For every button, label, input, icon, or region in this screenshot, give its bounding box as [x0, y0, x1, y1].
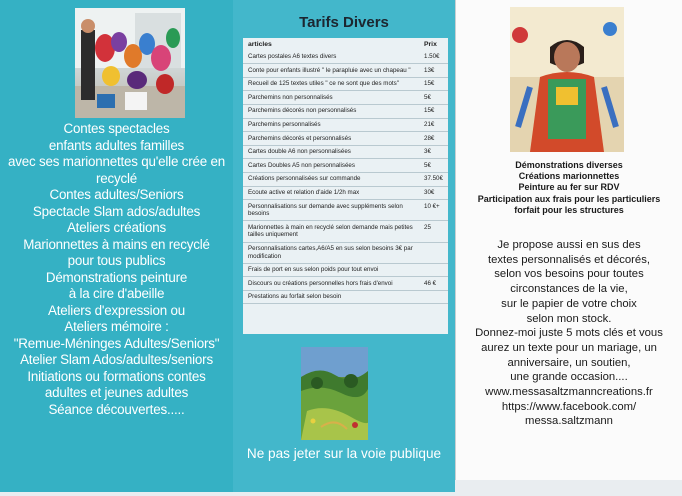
row-price: 5€	[424, 161, 431, 169]
table-row	[243, 91, 448, 105]
row-price: 30€	[424, 189, 435, 197]
service-line: Atelier Slam Ados/adultes/seniors	[20, 352, 213, 367]
table-row	[243, 105, 448, 119]
row-article: Cartes postales A6 textes divers	[248, 53, 337, 61]
demo-line: Participation aux frais pour les particuliers	[477, 193, 661, 204]
row-price: 37.50€	[424, 175, 443, 183]
demo-line: forfait pour les structures	[514, 204, 624, 215]
row-article: Discours ou créations personnelles hors frais d'envoi	[248, 279, 393, 287]
service-line: Contes adultes/Seniors	[49, 187, 184, 202]
service-line: à la cire d'abeille	[68, 286, 165, 301]
table-row	[243, 187, 448, 201]
puppets-photo	[75, 8, 185, 118]
row-price: 15€	[424, 80, 435, 88]
middle-panel	[233, 0, 455, 492]
service-line: enfants adultes familles	[48, 137, 185, 153]
table-row	[243, 221, 448, 242]
table-row	[243, 277, 448, 291]
row-article: Personnalisations cartes,A6/A5 en sus selon besoins 3€ par modification	[248, 245, 413, 260]
table-row	[243, 159, 448, 173]
artist-photo	[510, 7, 624, 152]
table-row	[243, 243, 448, 264]
service-line: pour tous publics	[67, 253, 166, 268]
service-line: Ateliers d'expression ou	[48, 302, 185, 318]
proposal-line: textes personnalisés et décorés,	[487, 253, 650, 266]
proposal-line: circonstances de la vie,	[510, 283, 628, 296]
proposal-line: selon mon stock.	[526, 312, 612, 325]
row-article: Cartes Doubles A5 non personnalisées	[248, 161, 355, 169]
header-articles: articles	[248, 40, 272, 48]
row-article: Prestations au forfait selon besoin	[248, 293, 342, 301]
table-row	[243, 64, 448, 78]
demo-line: Créations marionnettes	[518, 171, 620, 182]
table-row	[243, 119, 448, 133]
service-line: Contes spectacles	[63, 121, 170, 136]
facebook-link[interactable]: https://www.facebook.com/	[501, 400, 637, 413]
services-list	[4, 121, 229, 418]
facebook-handle[interactable]: messa.saltzmann	[525, 415, 613, 428]
proposal-line: sur le papier de votre choix	[501, 297, 637, 310]
demo-line: Démonstrations diverses	[515, 160, 623, 170]
row-article: Parchemins décorés et personnalisés	[248, 134, 352, 142]
proposal-line: Je propose aussi en sus des	[497, 239, 641, 251]
row-price: 28€	[424, 134, 435, 142]
row-price: 46 €	[424, 279, 437, 287]
service-line: Spectacle Slam ados/adultes	[32, 203, 201, 219]
left-panel	[0, 0, 233, 492]
header-price: Prix	[424, 40, 437, 48]
service-line: Séance découvertes.....	[48, 401, 185, 417]
service-line: avec ses marionnettes qu'elle crée en	[8, 154, 225, 169]
service-line: Initiations ou formations contes	[27, 368, 206, 384]
table-row	[243, 132, 448, 146]
row-price: 5€	[424, 93, 431, 101]
table-row	[243, 264, 448, 278]
service-line: Marionnettes à mains en recyclé	[23, 236, 210, 252]
row-price: 10 €+	[424, 202, 440, 210]
price-table-body	[243, 38, 448, 304]
page-title: Tarifs Divers	[299, 14, 389, 31]
service-line: Ateliers mémoire :	[64, 319, 169, 334]
proposal-line: aurez un texte pour un mariage, un	[481, 341, 657, 354]
row-price: 1.50€	[424, 53, 440, 61]
service-line: recyclé	[95, 170, 137, 186]
table-row	[243, 146, 448, 160]
landscape-painting	[301, 347, 368, 440]
service-line: Ateliers créations	[66, 220, 167, 235]
proposal-line: selon vos besoins pour toutes	[494, 268, 644, 281]
row-price: 21€	[424, 121, 435, 129]
proposal-line: Donnez-moi juste 5 mots clés et vous	[475, 327, 663, 340]
row-article: Ecoute active et relation d'aide 1/2h max	[248, 189, 360, 197]
table-row	[243, 78, 448, 92]
footer-notice: Ne pas jeter sur la voie publique	[246, 446, 442, 461]
service-line: "Remue-Méninges Adultes/Seniors"	[13, 335, 220, 351]
row-article: Recueil de 125 textes utiles " ce ne sont que des mots"	[248, 80, 399, 88]
row-price: 3€	[424, 148, 431, 156]
proposal-line: anniversaire, un soutien,	[507, 356, 631, 369]
row-article: Créations personnalisées sur commande	[248, 175, 361, 183]
row-article: Cartes double A6 non personnalisées	[248, 148, 351, 156]
demonstrations-block	[456, 160, 682, 216]
table-row	[243, 200, 448, 221]
table-row	[243, 51, 448, 65]
demo-line: Peinture au fer sur RDV	[518, 182, 620, 193]
row-article: Personnalisations sur demande avec suppléments selon besoins	[248, 202, 403, 218]
row-article: Frais de port en sus selon poids pour tout envoi	[248, 266, 379, 274]
service-line: adultes et jeunes adultes	[44, 385, 189, 400]
row-article: Parchemins décorés non personnalisés	[248, 107, 357, 115]
row-article: Parchemins personnalisés	[248, 121, 321, 129]
row-article: Marionnettes à main en recyclé selon demande mais petites tailles uniquement	[248, 223, 413, 239]
row-price: 13€	[424, 66, 435, 74]
row-article: Parchemins non personnalisés	[248, 93, 333, 101]
table-row	[243, 173, 448, 187]
row-price: 15€	[424, 107, 435, 115]
proposal-line: une grande occasion....	[510, 371, 628, 384]
price-table	[243, 38, 448, 334]
proposal-block	[456, 238, 682, 429]
table-header-row	[243, 38, 448, 51]
row-price: 25	[424, 223, 431, 231]
website-link[interactable]: www.messasaltzmanncreations.fr	[485, 386, 653, 399]
table-row	[243, 291, 448, 305]
service-line: Démonstrations peinture	[45, 269, 188, 285]
row-article: Conte pour enfants illustré " le parapluie avec un chapeau "	[248, 66, 411, 74]
right-panel	[456, 0, 682, 480]
